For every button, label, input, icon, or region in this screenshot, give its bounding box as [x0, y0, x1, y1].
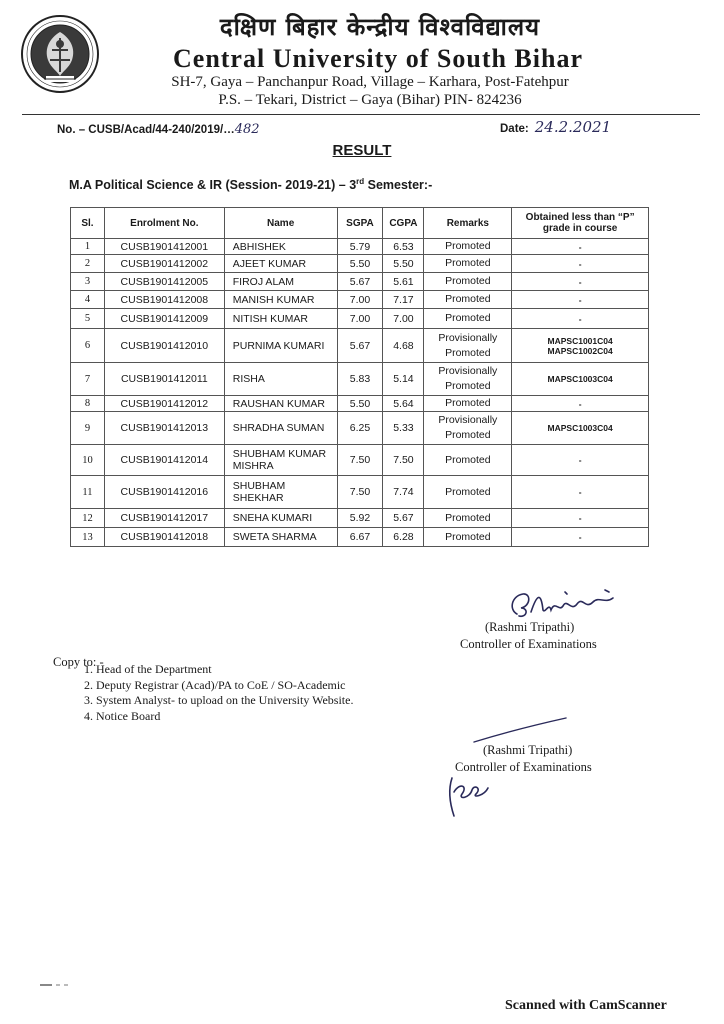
cell-name: SNEHA KUMARI	[224, 509, 337, 528]
cell-cgpa: 4.68	[383, 329, 424, 363]
cell-less-than-p: -	[512, 509, 649, 528]
cell-name: MANISH KUMAR	[224, 291, 337, 309]
reference-number	[57, 122, 260, 137]
header-less-than-p: Obtained less than “P” grade in course	[512, 208, 649, 239]
cell-sgpa: 5.50	[337, 396, 383, 412]
document-title: RESULT	[332, 142, 392, 159]
cell-sgpa: 5.92	[337, 509, 383, 528]
cell-sl: 13	[71, 528, 105, 547]
cell-cgpa: 5.67	[383, 509, 424, 528]
table-row	[71, 309, 649, 329]
cell-less-than-p: -	[512, 255, 649, 273]
course-text: M.A Political Science & IR (Session- 2019-21) – 3	[69, 178, 357, 193]
cell-enrolment: CUSB1901412009	[104, 309, 224, 329]
cell-enrolment: CUSB1901412018	[104, 528, 224, 547]
cell-sgpa: 5.67	[337, 273, 383, 291]
cell-remarks: Promoted	[424, 291, 512, 309]
cell-cgpa: 5.50	[383, 255, 424, 273]
cell-enrolment: CUSB1901412002	[104, 255, 224, 273]
cell-sgpa: 6.67	[337, 528, 383, 547]
table-row	[71, 396, 649, 412]
cell-less-than-p: MAPSC1003C04	[512, 412, 649, 445]
address-line-1: SH-7, Gaya – Panchanpur Road, Village – Karhara, Post-Fatehpur	[171, 74, 569, 90]
date-label: Date:	[500, 123, 529, 135]
scanner-watermark: Scanned with CamScanner	[505, 998, 667, 1013]
header-name: Name	[224, 208, 337, 239]
cell-name: ABHISHEK	[224, 239, 337, 255]
scan-artifact-mark	[40, 983, 90, 987]
cell-sgpa: 7.50	[337, 476, 383, 509]
cell-cgpa: 7.17	[383, 291, 424, 309]
cell-enrolment: CUSB1901412001	[104, 239, 224, 255]
cell-less-than-p: -	[512, 273, 649, 291]
cell-cgpa: 7.00	[383, 309, 424, 329]
letterhead-divider	[22, 114, 700, 115]
cell-enrolment: CUSB1901412016	[104, 476, 224, 509]
cell-less-than-p: -	[512, 528, 649, 547]
reference-number-handwritten: 482	[234, 122, 260, 137]
cell-sl: 7	[71, 363, 105, 396]
cell-name: PURNIMA KUMARI	[224, 329, 337, 363]
header-cgpa: CGPA	[383, 208, 424, 239]
cell-cgpa: 5.61	[383, 273, 424, 291]
header-sgpa: SGPA	[337, 208, 383, 239]
copy-to-item: 3. System Analyst- to upload on the University Website.	[96, 693, 353, 709]
cell-name: NITISH KUMAR	[224, 309, 337, 329]
cell-enrolment: CUSB1901412011	[104, 363, 224, 396]
cell-cgpa: 5.14	[383, 363, 424, 396]
cell-enrolment: CUSB1901412005	[104, 273, 224, 291]
signatory-2-name: (Rashmi Tripathi)	[483, 743, 573, 757]
cell-sgpa: 5.50	[337, 255, 383, 273]
cell-remarks: Provisionally Promoted	[424, 329, 512, 363]
copy-to-list	[78, 662, 353, 724]
cell-sl: 8	[71, 396, 105, 412]
university-seal-logo	[20, 14, 100, 94]
course-superscript: rd	[356, 177, 365, 186]
cell-remarks: Provisionally Promoted	[424, 412, 512, 445]
cell-name: RISHA	[224, 363, 337, 396]
cell-name: FIROJ ALAM	[224, 273, 337, 291]
cell-enrolment: CUSB1901412010	[104, 329, 224, 363]
cell-less-than-p: -	[512, 396, 649, 412]
cell-sl: 10	[71, 445, 105, 476]
cell-sgpa: 5.83	[337, 363, 383, 396]
cell-name: SHRADHA SUMAN	[224, 412, 337, 445]
cell-cgpa: 6.28	[383, 528, 424, 547]
cell-cgpa: 6.53	[383, 239, 424, 255]
table-row	[71, 291, 649, 309]
cell-sl: 3	[71, 273, 105, 291]
cell-sl: 9	[71, 412, 105, 445]
table-row	[71, 412, 649, 445]
table-row	[71, 528, 649, 547]
cell-enrolment: CUSB1901412014	[104, 445, 224, 476]
university-name: Central University of South Bihar	[173, 44, 583, 73]
cell-remarks: Promoted	[424, 273, 512, 291]
cell-less-than-p: -	[512, 476, 649, 509]
table-row	[71, 255, 649, 273]
cell-enrolment: CUSB1901412017	[104, 509, 224, 528]
cell-name: RAUSHAN KUMAR	[224, 396, 337, 412]
cell-name: SHUBHAM SHEKHAR	[224, 476, 337, 509]
cell-remarks: Promoted	[424, 509, 512, 528]
cell-less-than-p: -	[512, 239, 649, 255]
date-handwritten: 24.2.2021	[534, 118, 612, 136]
cell-less-than-p: MAPSC1003C04	[512, 363, 649, 396]
cell-remarks: Promoted	[424, 255, 512, 273]
course-heading	[69, 177, 432, 192]
cell-name: AJEET KUMAR	[224, 255, 337, 273]
table-row	[71, 445, 649, 476]
table-header-row	[71, 208, 649, 239]
signature-1-scribble	[505, 584, 625, 624]
cell-sgpa: 5.67	[337, 329, 383, 363]
cell-sl: 4	[71, 291, 105, 309]
initial-scribble	[442, 772, 492, 820]
table-row	[71, 476, 649, 509]
result-table	[70, 207, 649, 547]
reference-number-label: No. – CUSB/Acad/44-240/2019/…	[57, 124, 235, 136]
signatory-1-title: Controller of Examinations	[460, 637, 597, 651]
cell-remarks: Promoted	[424, 239, 512, 255]
cell-name: SWETA SHARMA	[224, 528, 337, 547]
cell-less-than-p: -	[512, 291, 649, 309]
cell-remarks: Promoted	[424, 445, 512, 476]
cell-sl: 6	[71, 329, 105, 363]
course-suffix: Semester:-	[364, 178, 433, 193]
signatory-1-name: (Rashmi Tripathi)	[485, 620, 575, 634]
copy-to-item: 4. Notice Board	[96, 709, 353, 725]
address-line-2: P.S. – Tekari, District – Gaya (Bihar) PIN- 824236	[218, 92, 522, 108]
table-row	[71, 329, 649, 363]
cell-sgpa: 7.00	[337, 309, 383, 329]
header-remarks: Remarks	[424, 208, 512, 239]
cell-cgpa: 7.50	[383, 445, 424, 476]
cell-less-than-p: -	[512, 445, 649, 476]
cell-sl: 2	[71, 255, 105, 273]
table-row	[71, 239, 649, 255]
cell-less-than-p: -	[512, 309, 649, 329]
table-row	[71, 509, 649, 528]
cell-remarks: Provisionally Promoted	[424, 363, 512, 396]
table-row	[71, 273, 649, 291]
cell-sl: 5	[71, 309, 105, 329]
cell-enrolment: CUSB1901412008	[104, 291, 224, 309]
copy-to-item: 2. Deputy Registrar (Acad)/PA to CoE / SO-Academic	[96, 678, 353, 694]
cell-remarks: Promoted	[424, 396, 512, 412]
header-enrolment: Enrolment No.	[104, 208, 224, 239]
cell-sl: 12	[71, 509, 105, 528]
table-row	[71, 363, 649, 396]
cell-remarks: Promoted	[424, 309, 512, 329]
cell-cgpa: 5.33	[383, 412, 424, 445]
issue-date	[500, 118, 611, 136]
cell-sgpa: 5.79	[337, 239, 383, 255]
cell-cgpa: 5.64	[383, 396, 424, 412]
cell-sgpa: 7.00	[337, 291, 383, 309]
signatory-2-title: Controller of Examinations	[455, 760, 592, 774]
cell-remarks: Promoted	[424, 528, 512, 547]
cell-sgpa: 7.50	[337, 445, 383, 476]
cell-sl: 1	[71, 239, 105, 255]
cell-enrolment: CUSB1901412013	[104, 412, 224, 445]
copy-to-heading: Copy to: -	[53, 655, 104, 669]
header-sl: Sl.	[71, 208, 105, 239]
cell-less-than-p: MAPSC1001C04 MAPSC1002C04	[512, 329, 649, 363]
cell-name: SHUBHAM KUMAR MISHRA	[224, 445, 337, 476]
cell-remarks: Promoted	[424, 476, 512, 509]
copy-to-item: 1. Head of the Department	[96, 662, 353, 678]
cell-enrolment: CUSB1901412012	[104, 396, 224, 412]
university-name-hindi: दक्षिण बिहार केन्द्रीय विश्वविद्यालय	[219, 12, 541, 41]
cell-sgpa: 6.25	[337, 412, 383, 445]
cell-sl: 11	[71, 476, 105, 509]
result-table-body	[71, 239, 649, 547]
cell-cgpa: 7.74	[383, 476, 424, 509]
